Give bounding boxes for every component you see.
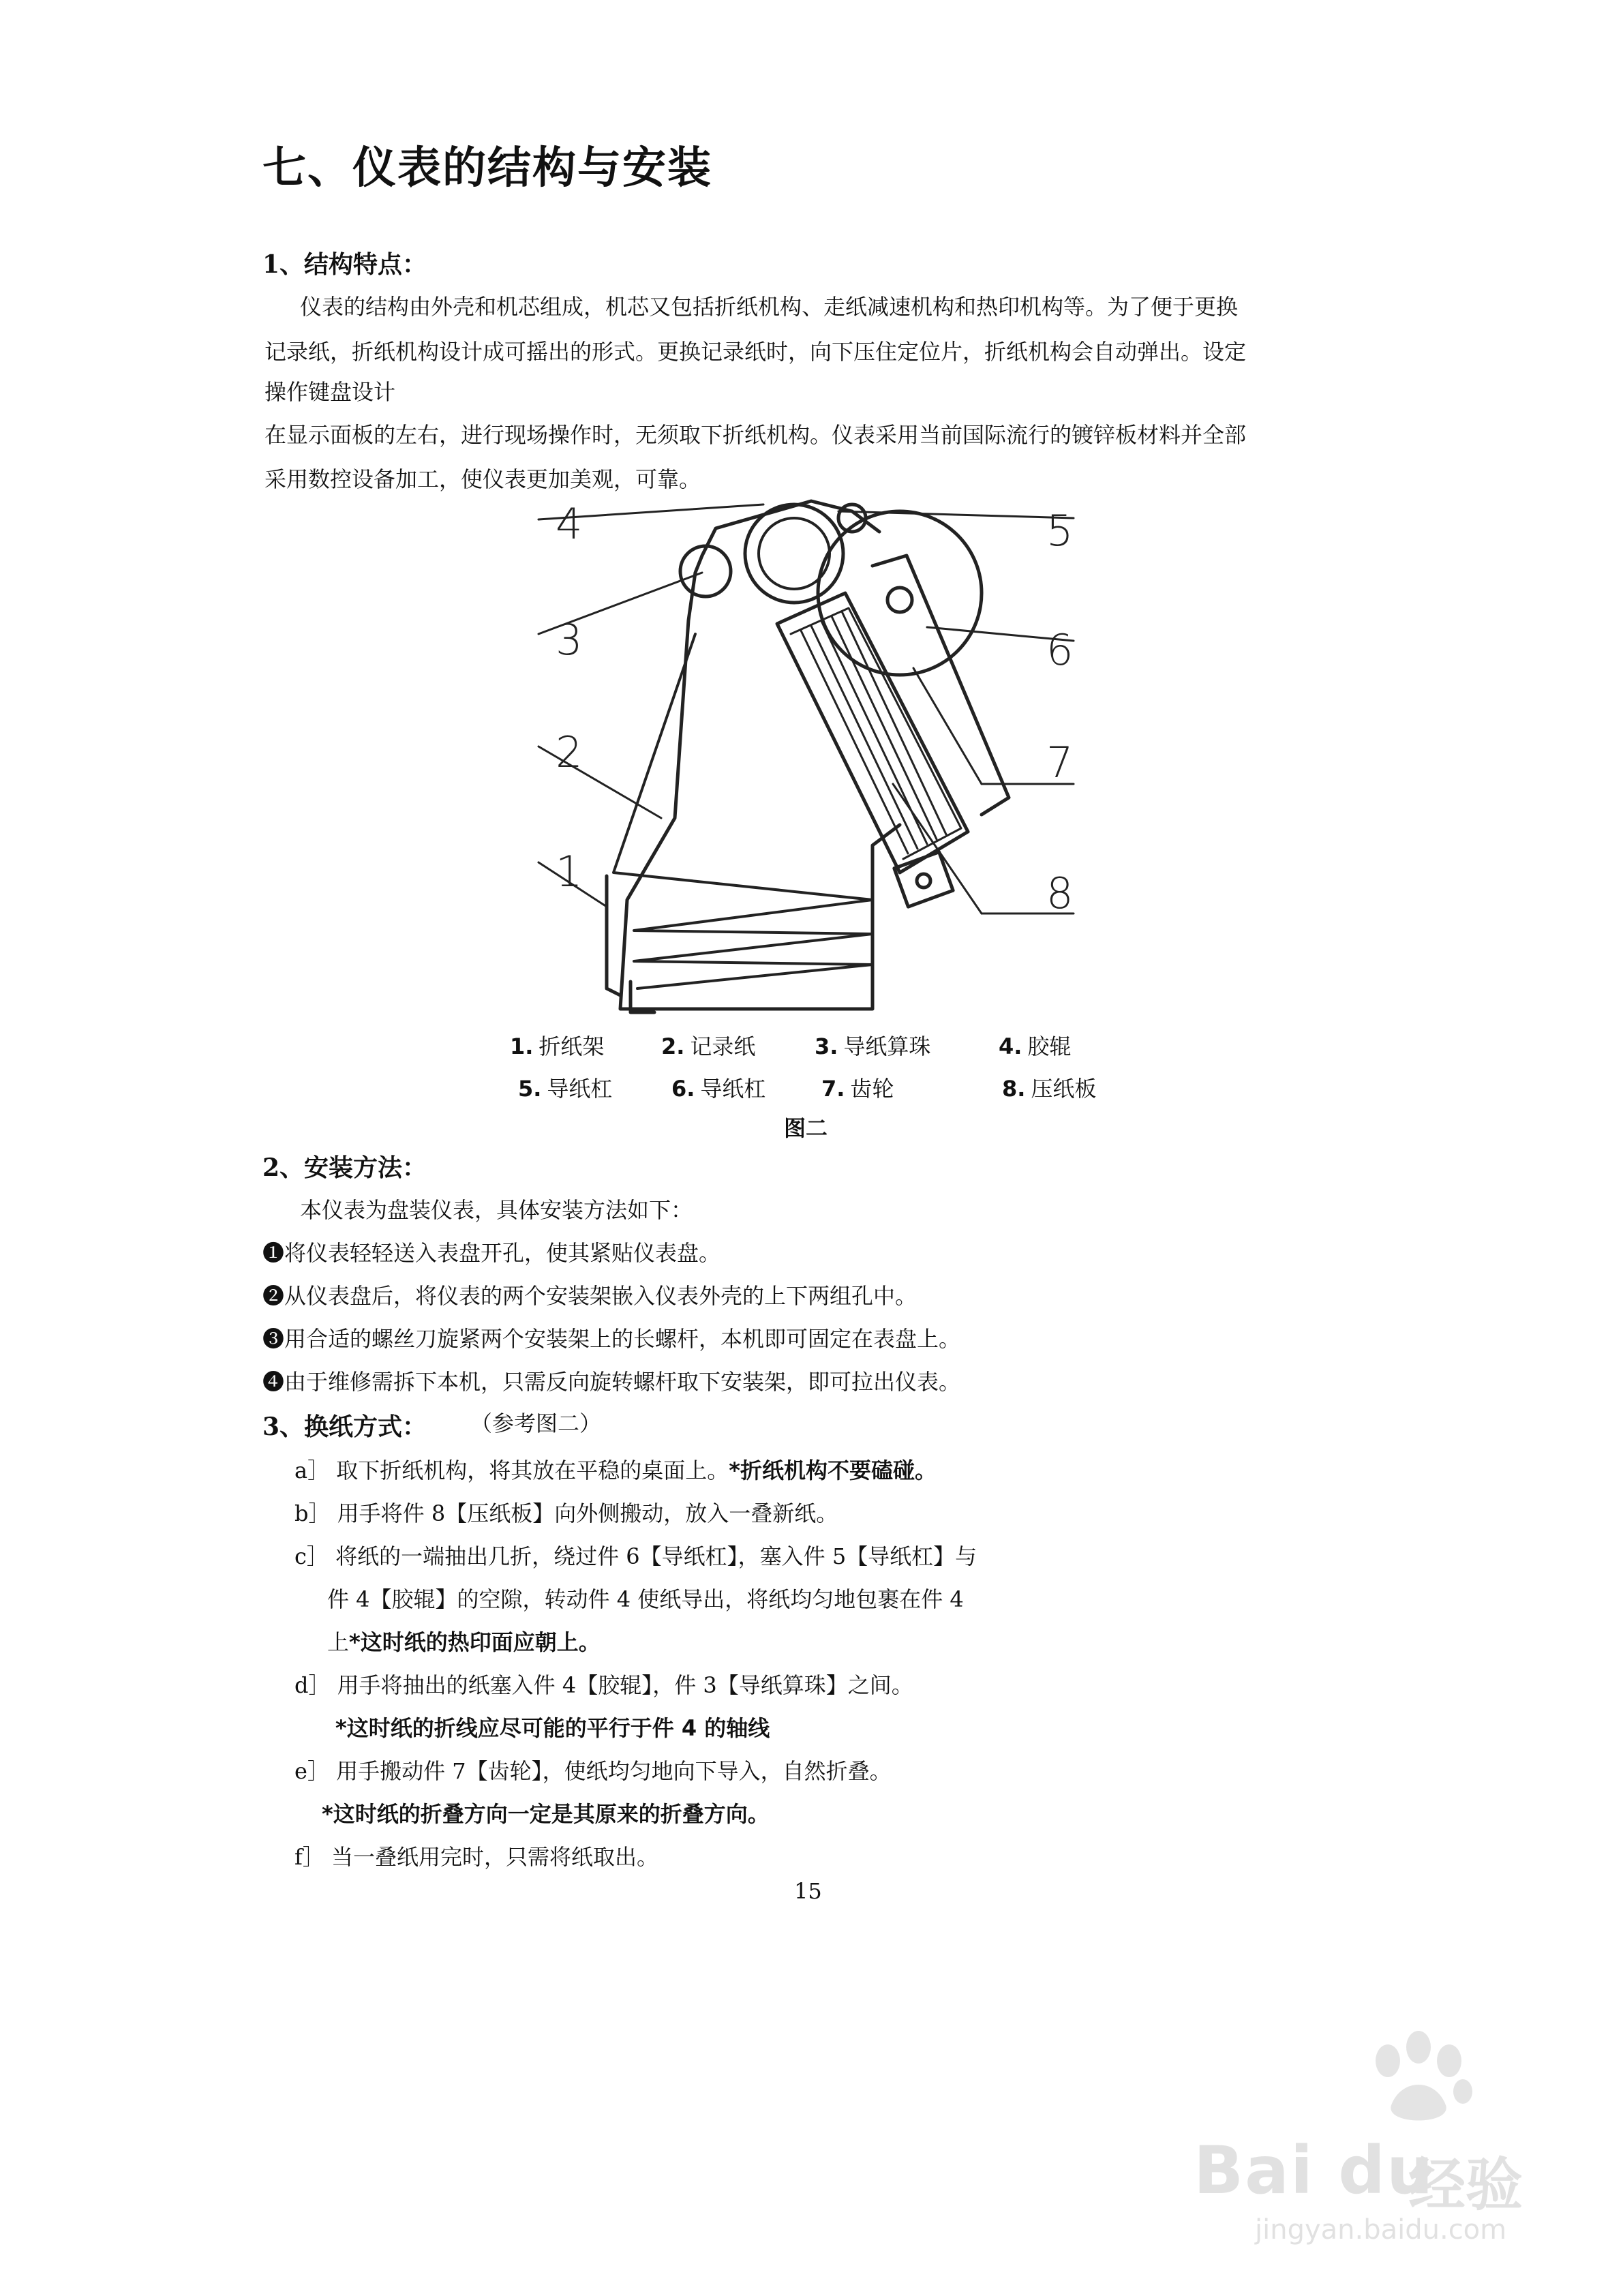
guide-bead (680, 546, 731, 596)
install-step-3: ❸用合适的螺丝刀旋紧两个安装架上的长螺杆，本机即可固定在表盘上。 (262, 1326, 961, 1352)
section1-line-1: 仪表的结构由外壳和机芯组成，机芯又包括折纸机构、走纸减速机构和热印机构等。为了便于更换 (300, 294, 1239, 320)
label-2: 2 (556, 727, 583, 777)
legend-item-2: 2. 记录纸 (661, 1033, 756, 1059)
legend-item-6: 6. 导纸杠 (671, 1076, 766, 1102)
section1-heading: 1、结构特点： (262, 250, 427, 279)
install-step-2: ❷从仪表盘后，将仪表的两个安装架嵌入仪表外壳的上下两组孔中。 (262, 1283, 917, 1309)
legend-item-3: 3. 导纸算珠 (815, 1033, 931, 1059)
step-d: d］ 用手将抽出的纸塞入件 4【胶辊】，件 3【导纸算珠】之间。 (294, 1672, 913, 1698)
watermark-brand-cn: 经验 (1408, 2151, 1523, 2218)
step-b: b］ 用手将件 8【压纸板】向外侧搬动，放入一叠新纸。 (294, 1500, 838, 1526)
label-1: 1 (556, 847, 583, 896)
step-c-line-3: 上*这时纸的热印面应朝上。 (327, 1629, 601, 1655)
paper-path (613, 634, 873, 988)
housing-outline (620, 556, 900, 1009)
section2-heading: 2、安装方法： (262, 1153, 427, 1182)
mechanism-diagram (491, 491, 1097, 1029)
step-a: a］ 取下折纸机构，将其放在平稳的桌面上。*折纸机构不要磕碰。 (294, 1457, 937, 1483)
legend-item-7: 7. 齿轮 (821, 1076, 894, 1102)
section3-heading: 3、换纸方式： (262, 1413, 427, 1441)
step-e-note: *这时纸的折叠方向一定是其原来的折叠方向。 (322, 1801, 770, 1827)
label-5: 5 (1046, 506, 1074, 556)
step-d-note: *这时纸的折线应尽可能的平行于件 4 的轴线 (335, 1715, 770, 1741)
page-title: 七、仪表的结构与安装 (262, 142, 712, 194)
housing-top (702, 501, 879, 556)
legend-item-5: 5. 导纸杠 (518, 1076, 613, 1102)
legend-item-1: 1. 折纸架 (510, 1033, 605, 1059)
legend-item-8: 8. 压纸板 (1002, 1076, 1097, 1102)
section1-line-2: 记录纸，折纸机构设计成可摇出的形式。更换记录纸时，向下压住定位片，折纸机构会自动弹出。设定 (264, 339, 1247, 365)
rubber-roller-inner (759, 518, 830, 589)
label-4: 4 (556, 499, 583, 549)
step-f: f］ 当一叠纸用完时，只需将纸取出。 (294, 1844, 659, 1870)
section2-intro: 本仪表为盘装仪表，具体安装方法如下： (300, 1197, 693, 1223)
section1-line-5: 采用数控设备加工，使仪表更加美观，可靠。 (264, 466, 701, 492)
step-c-line-2: 件 4【胶辊】的空隙，转动件 4 使纸导出，将纸均匀地包裹在件 4 (327, 1586, 964, 1612)
watermark-brand: Bai du (1194, 2132, 1435, 2209)
leader-7 (913, 668, 982, 784)
step-e: e］ 用手搬动件 7【齿轮】，使纸均匀地向下导入，自然折叠。 (294, 1758, 892, 1784)
small-roller-6 (888, 588, 912, 612)
step-c-line-1: c］ 将纸的一端抽出几折，绕过件 6【导纸杠】，塞入件 5【导纸杠】与 (294, 1543, 977, 1569)
section3-ref: （参考图二） (470, 1410, 602, 1436)
section1-line-4: 在显示面板的左右，进行现场操作时，无须取下折纸机构。仪表采用当前国际流行的镀锌板材料并全部 (264, 422, 1247, 448)
label-3: 3 (556, 615, 583, 665)
label-7: 7 (1046, 738, 1074, 787)
bracket-hole (917, 874, 930, 888)
baidu-watermark (1180, 2030, 1562, 2246)
install-step-4: ❹由于维修需拆下本机，只需反向旋转螺杆取下安装架，即可拉出仪表。 (262, 1369, 961, 1395)
label-8: 8 (1046, 868, 1074, 918)
section1-line-3: 操作键盘设计 (264, 379, 396, 405)
figure-caption: 图二 (784, 1115, 828, 1141)
legend-item-4: 4. 胶辊 (999, 1033, 1072, 1059)
label-6: 6 (1046, 625, 1074, 675)
install-step-1: ❶将仪表轻轻送入表盘开孔，使其紧贴仪表盘。 (262, 1240, 721, 1266)
paw-icon (1361, 2030, 1476, 2132)
page-number: 15 (794, 1878, 822, 1904)
watermark-url: jingyan.baidu.com (1255, 2214, 1507, 2246)
